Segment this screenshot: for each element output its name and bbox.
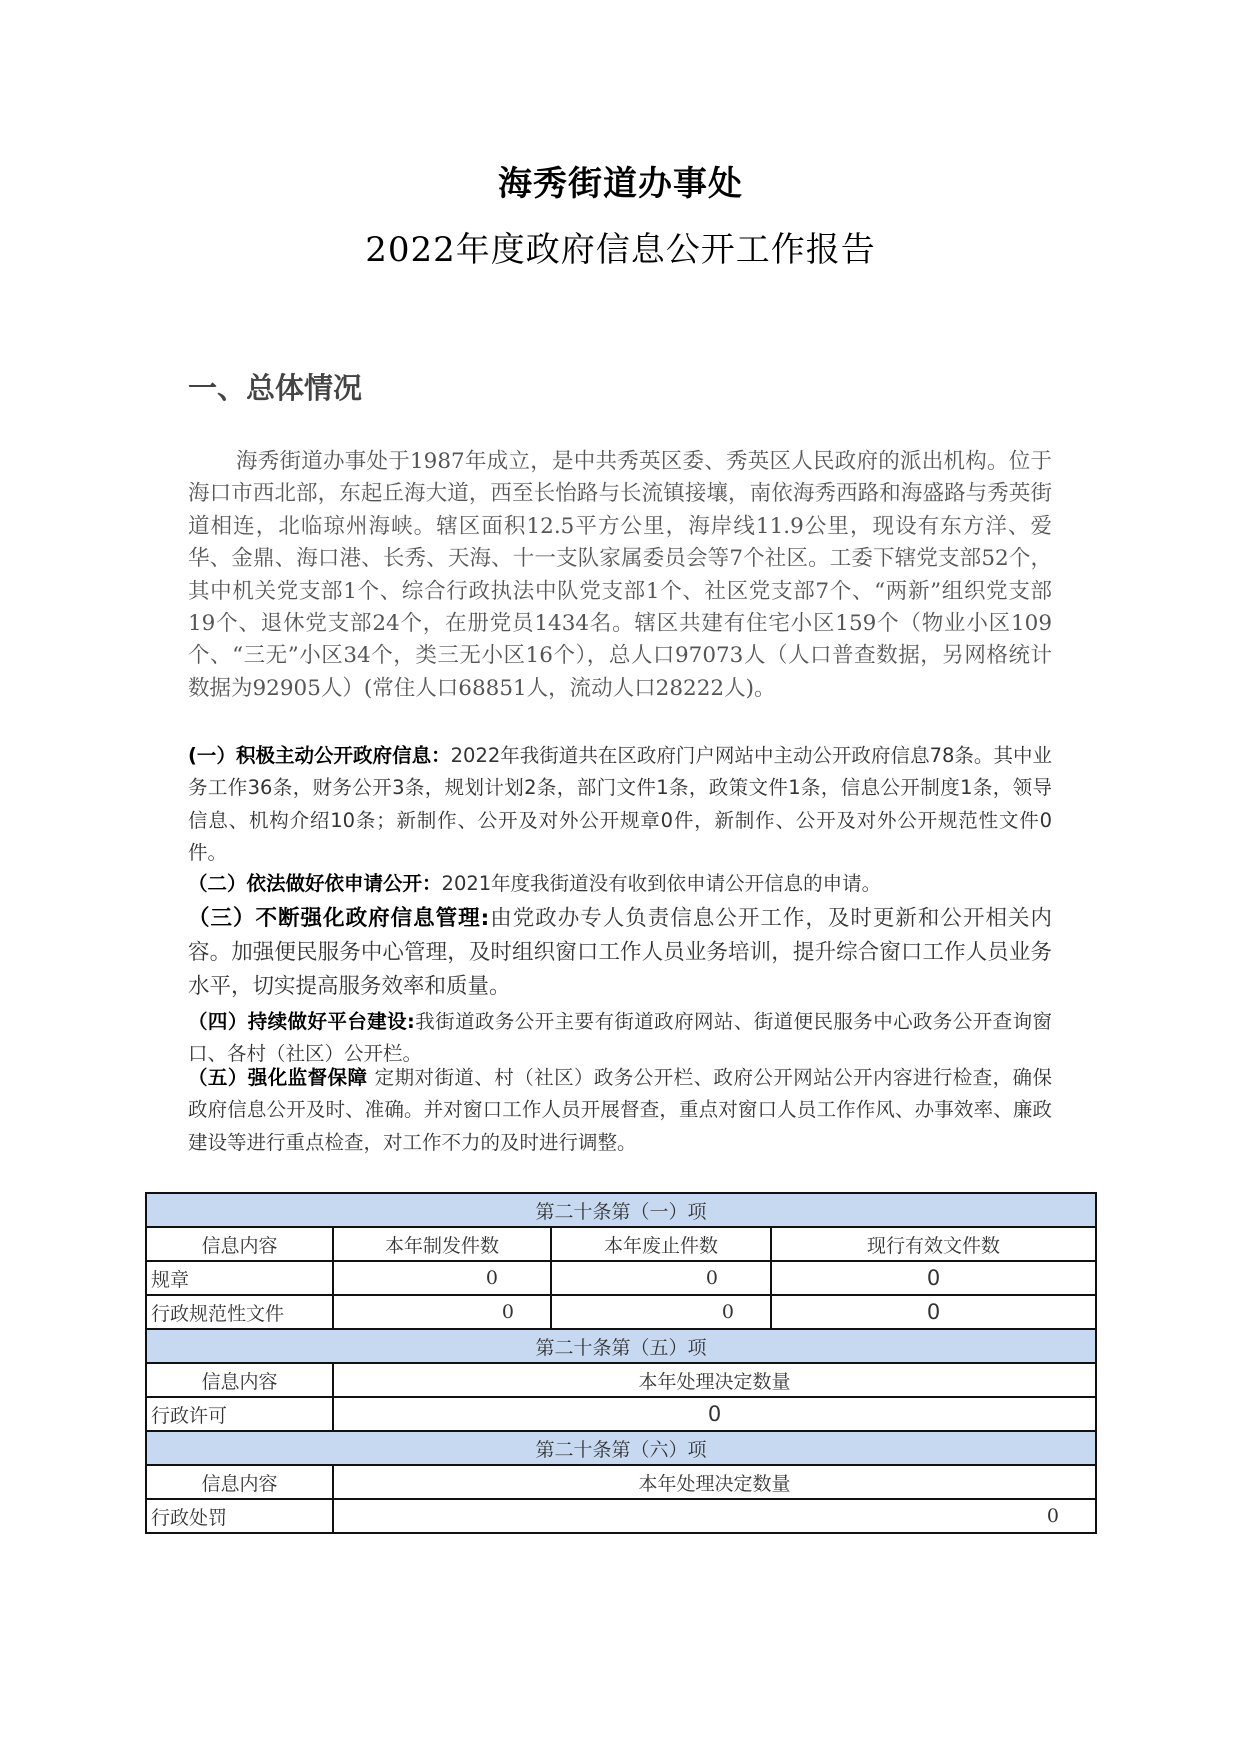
subsection-1-heading: (一）积极主动公开政府信息 bbox=[188, 744, 432, 767]
row-label: 行政处罚 bbox=[146, 1499, 333, 1533]
header-decision-count: 本年处理决定数量 bbox=[333, 1363, 1096, 1397]
cell-valid: 0 bbox=[771, 1261, 1096, 1295]
row-label: 规章 bbox=[146, 1261, 333, 1295]
subsection-3-body: 由党政办专人负责信息公开工作，及时更新和公开相关内容。加强便民服务中心管理，及时组织窗口工作人员业务培训，提升综合窗口工作人员业务水平，切实提高服务效率和质量。 bbox=[188, 906, 1052, 999]
section-heading-overview: 一、总体情况 bbox=[188, 371, 363, 405]
subsection-5 bbox=[188, 1062, 1052, 1159]
table-header-row-a bbox=[146, 1227, 1096, 1261]
subsection-3 bbox=[188, 902, 1052, 1004]
table-section-header-a bbox=[146, 1193, 1096, 1227]
cell-abolished: 0 bbox=[551, 1261, 771, 1295]
subsection-5-body: 定期对街道、村（社区）政务公开栏、政府公开网站公开内容进行检查，确保政府信息公开及时、准确。并对窗口工作人员开展督查，重点对窗口人员工作作风、办事效率、廉政建设等进行重点检查，对工作不力的及时进行调整。 bbox=[188, 1066, 1052, 1154]
header-issued: 本年制发件数 bbox=[333, 1227, 551, 1261]
section-a-title: 第二十条第（一）项 bbox=[146, 1193, 1096, 1227]
subsection-5-separator bbox=[367, 1066, 374, 1089]
document-title-line2: 2022年度政府信息公开工作报告 bbox=[365, 230, 876, 270]
header-info-content: 信息内容 bbox=[146, 1227, 333, 1261]
table-header-row-b bbox=[146, 1363, 1096, 1397]
cell-count: 0 bbox=[333, 1397, 1096, 1431]
header-info-content: 信息内容 bbox=[146, 1363, 333, 1397]
header-valid: 现行有效文件数 bbox=[771, 1227, 1096, 1261]
document-title-line1: 海秀街道办事处 bbox=[498, 164, 743, 204]
intro-paragraph: 海秀街道办事处于1987年成立，是中共秀英区委、秀英区人民政府的派出机构。位于海口市西北部，东起丘海大道，西至长怡路与长流镇接壤，南依海秀西路和海盛路与秀英街道相连，北临琼州海峡。辖区面积12.5平方公里，海岸线11.9公里，现设有东方洋、爱华、金鼎、海口港、长秀、天海、十一支队家属委员会等7个社区。工委下辖党支部52个，其中机关党支部1个、综合行政执法中队党支部1个、社区党支部7个、“两新”组织党支部19个、退休党支部24个，在册党员1434名。辖区共建有住宅小区159个（物业小区109个、“三无”小区34个，类三无小区16个），总人口97073人（人口普查数据，另网格统计数据为92905人）(常住人口68851人，流动人口28222人)。 bbox=[188, 449, 1052, 701]
disclosure-table bbox=[145, 1192, 1097, 1534]
subsection-2 bbox=[188, 868, 1052, 900]
subsection-2-heading: （二）依法做好依申请公开 bbox=[188, 872, 423, 895]
subsection-1-separator: ： bbox=[431, 744, 451, 767]
table-header-row-c bbox=[146, 1465, 1096, 1499]
row-label: 行政规范性文件 bbox=[146, 1295, 333, 1329]
header-info-content: 信息内容 bbox=[146, 1465, 333, 1499]
table-row bbox=[146, 1295, 1096, 1329]
header-decision-count: 本年处理决定数量 bbox=[333, 1465, 1096, 1499]
section-b-title: 第二十条第（五）项 bbox=[146, 1329, 1096, 1363]
table-section-header-b bbox=[146, 1329, 1096, 1363]
table-row bbox=[146, 1397, 1096, 1431]
header-abolished: 本年废止件数 bbox=[551, 1227, 771, 1261]
subsection-2-body: 2021年度我街道没有收到依申请公开信息的申请。 bbox=[441, 872, 882, 895]
subsection-3-heading: （三）不断强化政府信息管理 bbox=[188, 906, 481, 931]
subsection-1-body: 2022年我街道共在区政府门户网站中主动公开政府信息78条。其中业务工作36条，财务公开3条，规划计划2条，部门文件1条，政策文件1条，信息公开制度1条，领导信息、机构介绍10条；新制作、公开及对外公开规章0件，新制作、公开及对外公开规范性文件0件。 bbox=[188, 744, 1052, 865]
cell-issued: 0 bbox=[333, 1295, 551, 1329]
subsection-2-separator: ： bbox=[422, 872, 442, 895]
subsection-4-body: 我街道政务公开主要有街道政府网站、街道便民服务中心政务公开查询窗口、各村（社区）公开栏。 bbox=[188, 1010, 1052, 1066]
row-label: 行政许可 bbox=[146, 1397, 333, 1431]
subsection-4-heading: （四）持续做好平台建设 bbox=[188, 1010, 408, 1033]
cell-issued: 0 bbox=[333, 1261, 551, 1295]
table-row bbox=[146, 1499, 1096, 1533]
cell-count: 0 bbox=[333, 1499, 1096, 1533]
subsection-5-heading: （五）强化监督保障 bbox=[188, 1066, 368, 1089]
subsection-4-separator: : bbox=[407, 1010, 415, 1033]
section-c-title: 第二十条第（六）项 bbox=[146, 1431, 1096, 1465]
cell-valid: 0 bbox=[771, 1295, 1096, 1329]
subsection-1 bbox=[188, 740, 1052, 870]
cell-abolished: 0 bbox=[551, 1295, 771, 1329]
table-row bbox=[146, 1261, 1096, 1295]
table-section-header-c bbox=[146, 1431, 1096, 1465]
subsection-3-separator: : bbox=[480, 906, 490, 931]
